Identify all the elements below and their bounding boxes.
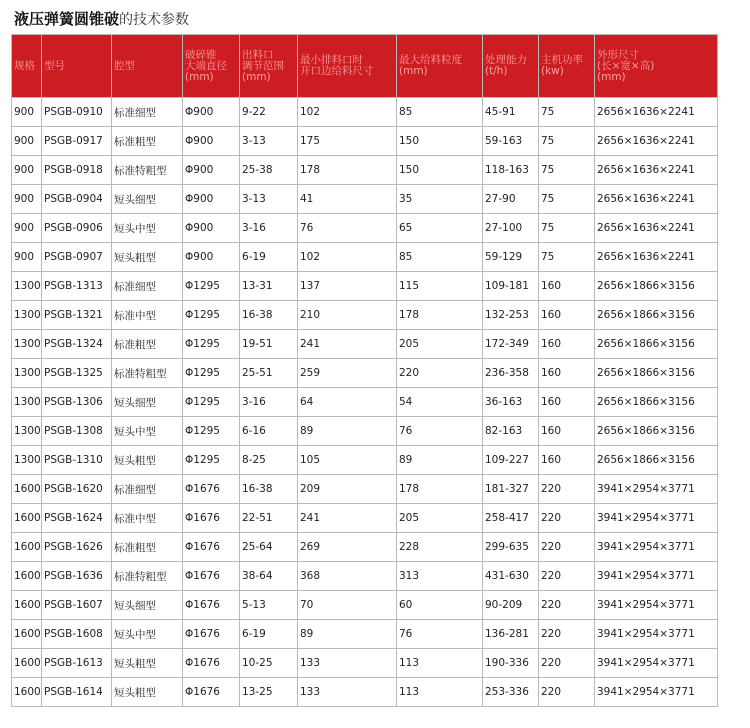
table-cell: Φ900: [183, 156, 240, 185]
column-header: [12, 35, 42, 98]
table-row: [12, 214, 718, 243]
table-cell: 160: [539, 446, 595, 475]
table-cell: PSGB-0907: [42, 243, 112, 272]
table-cell: 标准特粗型: [112, 156, 183, 185]
table-cell: 27-90: [483, 185, 539, 214]
table-cell: Φ1676: [183, 649, 240, 678]
table-cell: Φ1676: [183, 533, 240, 562]
table-cell: 258-417: [483, 504, 539, 533]
table-cell: 113: [397, 678, 483, 707]
column-header-line: 开口边给料尺寸: [300, 65, 374, 77]
table-row: [12, 359, 718, 388]
table-cell: 160: [539, 330, 595, 359]
table-cell: 205: [397, 330, 483, 359]
table-cell: 标准粗型: [112, 533, 183, 562]
table-cell: 2656×1866×3156: [595, 417, 718, 446]
table-cell: 2656×1636×2241: [595, 127, 718, 156]
column-header-line: 大端直径: [185, 59, 227, 72]
column-header-line: (mm): [597, 70, 626, 83]
column-header-line: (mm): [242, 70, 271, 83]
column-header: [595, 35, 718, 98]
table-cell: 13-25: [240, 678, 298, 707]
table-cell: 6-19: [240, 243, 298, 272]
table-row: [12, 678, 718, 707]
table-cell: 1600: [12, 533, 42, 562]
table-cell: 118-163: [483, 156, 539, 185]
table-cell: Φ900: [183, 127, 240, 156]
column-header: [42, 35, 112, 98]
table-cell: 150: [397, 127, 483, 156]
table-row: [12, 185, 718, 214]
table-cell: 短头中型: [112, 417, 183, 446]
table-body: [12, 98, 718, 707]
table-cell: 36-163: [483, 388, 539, 417]
table-cell: 短头中型: [112, 620, 183, 649]
table-cell: 210: [298, 301, 397, 330]
table-cell: Φ1295: [183, 388, 240, 417]
table-cell: 220: [539, 620, 595, 649]
table-cell: 75: [539, 214, 595, 243]
table-cell: 2656×1866×3156: [595, 359, 718, 388]
table-cell: 1300: [12, 301, 42, 330]
table-cell: Φ1295: [183, 272, 240, 301]
table-cell: 标准粗型: [112, 330, 183, 359]
table-cell: 短头粗型: [112, 649, 183, 678]
table-cell: 1300: [12, 272, 42, 301]
table-header-row: [12, 35, 718, 98]
table-cell: 89: [298, 417, 397, 446]
table-cell: 220: [539, 533, 595, 562]
table-cell: 89: [298, 620, 397, 649]
page-title: [14, 8, 189, 30]
table-cell: 13-31: [240, 272, 298, 301]
table-cell: Φ900: [183, 243, 240, 272]
table-row: [12, 562, 718, 591]
table-cell: 1300: [12, 330, 42, 359]
table-cell: PSGB-1308: [42, 417, 112, 446]
table-cell: 3941×2954×3771: [595, 504, 718, 533]
table-cell: 178: [298, 156, 397, 185]
table-row: [12, 243, 718, 272]
table-cell: 220: [539, 591, 595, 620]
table-cell: 209: [298, 475, 397, 504]
table-cell: 65: [397, 214, 483, 243]
column-header-line: 腔型: [114, 59, 135, 72]
table-cell: 45-91: [483, 98, 539, 127]
table-cell: 431-630: [483, 562, 539, 591]
table-cell: 178: [397, 475, 483, 504]
column-header-line: 规格: [14, 59, 35, 72]
spec-table: [11, 34, 718, 707]
table-cell: 2656×1636×2241: [595, 243, 718, 272]
table-cell: 900: [12, 185, 42, 214]
table-cell: 59-129: [483, 243, 539, 272]
table-cell: 220: [539, 562, 595, 591]
table-cell: 220: [539, 649, 595, 678]
table-cell: 3-16: [240, 388, 298, 417]
table-cell: 19-51: [240, 330, 298, 359]
column-header: [483, 35, 539, 98]
table-cell: PSGB-0917: [42, 127, 112, 156]
table-row: [12, 127, 718, 156]
table-row: [12, 533, 718, 562]
table-cell: 35: [397, 185, 483, 214]
column-header-line: 最大给料粒度: [399, 54, 462, 66]
table-cell: PSGB-1324: [42, 330, 112, 359]
table-cell: 205: [397, 504, 483, 533]
table-cell: PSGB-1636: [42, 562, 112, 591]
table-cell: Φ900: [183, 214, 240, 243]
table-cell: 25-38: [240, 156, 298, 185]
table-cell: 109-181: [483, 272, 539, 301]
table-cell: 27-100: [483, 214, 539, 243]
table-cell: 160: [539, 388, 595, 417]
table-cell: 220: [539, 678, 595, 707]
table-cell: 137: [298, 272, 397, 301]
table-cell: PSGB-0904: [42, 185, 112, 214]
table-cell: 85: [397, 243, 483, 272]
table-cell: 1300: [12, 388, 42, 417]
table-cell: 短头细型: [112, 185, 183, 214]
column-header-line: (t/h): [485, 65, 508, 77]
table-cell: PSGB-1620: [42, 475, 112, 504]
table-cell: Φ1676: [183, 620, 240, 649]
table-cell: 短头粗型: [112, 678, 183, 707]
table-cell: 75: [539, 127, 595, 156]
table-cell: 160: [539, 417, 595, 446]
page-title-bold: 液压弹簧圆锥破: [14, 10, 120, 28]
table-cell: 241: [298, 330, 397, 359]
table-cell: 313: [397, 562, 483, 591]
table-cell: 220: [539, 504, 595, 533]
table-cell: 109-227: [483, 446, 539, 475]
table-cell: 115: [397, 272, 483, 301]
table-row: [12, 649, 718, 678]
column-header-line: (kw): [541, 65, 564, 77]
table-cell: Φ1295: [183, 417, 240, 446]
table-cell: 1300: [12, 446, 42, 475]
table-cell: Φ1295: [183, 301, 240, 330]
table-cell: 172-349: [483, 330, 539, 359]
table-cell: 10-25: [240, 649, 298, 678]
table-cell: 2656×1636×2241: [595, 98, 718, 127]
page-title-rest: 的技术参数: [119, 12, 190, 28]
column-header: [112, 35, 183, 98]
column-header-line: (长×宽×高): [597, 59, 655, 72]
table-cell: 228: [397, 533, 483, 562]
table-cell: 标准细型: [112, 475, 183, 504]
table-cell: 90-209: [483, 591, 539, 620]
table-cell: 85: [397, 98, 483, 127]
table-cell: 105: [298, 446, 397, 475]
table-cell: 2656×1866×3156: [595, 446, 718, 475]
table-cell: 900: [12, 214, 42, 243]
table-cell: 236-358: [483, 359, 539, 388]
table-cell: 133: [298, 649, 397, 678]
table-cell: 181-327: [483, 475, 539, 504]
table-cell: 160: [539, 359, 595, 388]
table-cell: Φ1676: [183, 562, 240, 591]
column-header-line: (mm): [399, 65, 428, 77]
table-cell: Φ900: [183, 185, 240, 214]
table-cell: 133: [298, 678, 397, 707]
table-cell: PSGB-1313: [42, 272, 112, 301]
table-cell: 76: [397, 620, 483, 649]
table-cell: 253-336: [483, 678, 539, 707]
table-cell: 25-64: [240, 533, 298, 562]
table-cell: 59-163: [483, 127, 539, 156]
column-header-line: 破碎锥: [185, 48, 217, 61]
table-cell: 1300: [12, 359, 42, 388]
table-cell: 标准细型: [112, 98, 183, 127]
table-cell: 短头粗型: [112, 446, 183, 475]
table-cell: 220: [397, 359, 483, 388]
table-cell: 900: [12, 127, 42, 156]
table-cell: Φ1295: [183, 446, 240, 475]
table-cell: 2656×1866×3156: [595, 272, 718, 301]
column-header: [397, 35, 483, 98]
table-cell: 3941×2954×3771: [595, 475, 718, 504]
table-cell: 70: [298, 591, 397, 620]
table-cell: Φ1295: [183, 359, 240, 388]
table-cell: 220: [539, 475, 595, 504]
table-row: [12, 98, 718, 127]
table-cell: 3941×2954×3771: [595, 678, 718, 707]
table-cell: 1600: [12, 649, 42, 678]
table-cell: 259: [298, 359, 397, 388]
table-cell: 短头中型: [112, 214, 183, 243]
table-cell: Φ1676: [183, 475, 240, 504]
table-cell: 3941×2954×3771: [595, 533, 718, 562]
table-cell: Φ1676: [183, 591, 240, 620]
table-cell: 89: [397, 446, 483, 475]
table-cell: 标准细型: [112, 272, 183, 301]
table-cell: 160: [539, 272, 595, 301]
table-row: [12, 504, 718, 533]
table-cell: 132-253: [483, 301, 539, 330]
table-cell: 6-19: [240, 620, 298, 649]
table-cell: 3941×2954×3771: [595, 562, 718, 591]
table-cell: 64: [298, 388, 397, 417]
table-cell: Φ1295: [183, 330, 240, 359]
table-cell: 900: [12, 243, 42, 272]
table-cell: 8-25: [240, 446, 298, 475]
column-header-line: 处理能力: [485, 54, 527, 66]
table-row: [12, 417, 718, 446]
table-cell: PSGB-1608: [42, 620, 112, 649]
table-cell: PSGB-1624: [42, 504, 112, 533]
table-cell: 75: [539, 185, 595, 214]
table-row: [12, 446, 718, 475]
table-cell: 160: [539, 301, 595, 330]
table-cell: 190-336: [483, 649, 539, 678]
table-cell: 6-16: [240, 417, 298, 446]
table-cell: PSGB-0918: [42, 156, 112, 185]
table-cell: 1600: [12, 475, 42, 504]
table-cell: 75: [539, 98, 595, 127]
table-cell: 175: [298, 127, 397, 156]
table-cell: 3-13: [240, 127, 298, 156]
table-cell: 54: [397, 388, 483, 417]
table-cell: PSGB-1607: [42, 591, 112, 620]
table-cell: 76: [397, 417, 483, 446]
table-cell: PSGB-1310: [42, 446, 112, 475]
column-header: [183, 35, 240, 98]
table-cell: 38-64: [240, 562, 298, 591]
table-cell: 标准中型: [112, 504, 183, 533]
table-cell: 102: [298, 243, 397, 272]
table-cell: 标准特粗型: [112, 562, 183, 591]
table-cell: 900: [12, 156, 42, 185]
table-cell: 41: [298, 185, 397, 214]
table-row: [12, 591, 718, 620]
table-cell: 2656×1636×2241: [595, 214, 718, 243]
table-cell: 60: [397, 591, 483, 620]
table-cell: 3-16: [240, 214, 298, 243]
table-row: [12, 330, 718, 359]
table-cell: PSGB-1321: [42, 301, 112, 330]
table-cell: 25-51: [240, 359, 298, 388]
table-cell: 2656×1866×3156: [595, 388, 718, 417]
table-cell: 短头粗型: [112, 243, 183, 272]
table-cell: 113: [397, 649, 483, 678]
table-cell: 299-635: [483, 533, 539, 562]
table-cell: PSGB-1325: [42, 359, 112, 388]
table-cell: 1600: [12, 678, 42, 707]
column-header-line: 出料口: [242, 48, 274, 61]
table-cell: 2656×1636×2241: [595, 185, 718, 214]
table-cell: PSGB-0906: [42, 214, 112, 243]
table-cell: 2656×1636×2241: [595, 156, 718, 185]
table-cell: 5-13: [240, 591, 298, 620]
table-cell: 150: [397, 156, 483, 185]
table-cell: 标准中型: [112, 301, 183, 330]
table-cell: 76: [298, 214, 397, 243]
column-header: [298, 35, 397, 98]
column-header-line: 调节范围: [242, 59, 284, 72]
table-cell: 22-51: [240, 504, 298, 533]
table-cell: 1600: [12, 620, 42, 649]
table-row: [12, 301, 718, 330]
table-row: [12, 156, 718, 185]
table-cell: 136-281: [483, 620, 539, 649]
table-cell: 标准特粗型: [112, 359, 183, 388]
table-cell: PSGB-1613: [42, 649, 112, 678]
table-cell: PSGB-1626: [42, 533, 112, 562]
table-cell: 178: [397, 301, 483, 330]
table-cell: 16-38: [240, 475, 298, 504]
column-header: [539, 35, 595, 98]
column-header-line: 主机功率: [541, 54, 583, 66]
table-cell: 368: [298, 562, 397, 591]
column-header-line: (mm): [185, 70, 214, 83]
table-cell: 1600: [12, 562, 42, 591]
table-cell: 标准粗型: [112, 127, 183, 156]
table-cell: 82-163: [483, 417, 539, 446]
table-cell: 1600: [12, 504, 42, 533]
table-cell: 900: [12, 98, 42, 127]
column-header-line: 外形尺寸: [597, 48, 639, 61]
column-header: [240, 35, 298, 98]
table-cell: Φ900: [183, 98, 240, 127]
table-cell: PSGB-1306: [42, 388, 112, 417]
table-cell: 短头细型: [112, 388, 183, 417]
table-cell: 3941×2954×3771: [595, 649, 718, 678]
table-cell: 3941×2954×3771: [595, 620, 718, 649]
table-cell: 16-38: [240, 301, 298, 330]
table-cell: Φ1676: [183, 678, 240, 707]
table-cell: 102: [298, 98, 397, 127]
table-cell: 2656×1866×3156: [595, 301, 718, 330]
table-cell: 75: [539, 156, 595, 185]
table-cell: 1600: [12, 591, 42, 620]
table-cell: Φ1676: [183, 504, 240, 533]
table-row: [12, 620, 718, 649]
table-cell: 3-13: [240, 185, 298, 214]
table-cell: 3941×2954×3771: [595, 591, 718, 620]
table-cell: 1300: [12, 417, 42, 446]
column-header-line: 型号: [44, 59, 65, 72]
table-cell: 短头细型: [112, 591, 183, 620]
table-row: [12, 475, 718, 504]
table-row: [12, 272, 718, 301]
table-cell: 9-22: [240, 98, 298, 127]
column-header-line: 最小排料口时: [300, 54, 363, 66]
table-cell: 75: [539, 243, 595, 272]
table-cell: 2656×1866×3156: [595, 330, 718, 359]
table-cell: PSGB-1614: [42, 678, 112, 707]
table-cell: 269: [298, 533, 397, 562]
table-cell: PSGB-0910: [42, 98, 112, 127]
table-row: [12, 388, 718, 417]
table-cell: 241: [298, 504, 397, 533]
